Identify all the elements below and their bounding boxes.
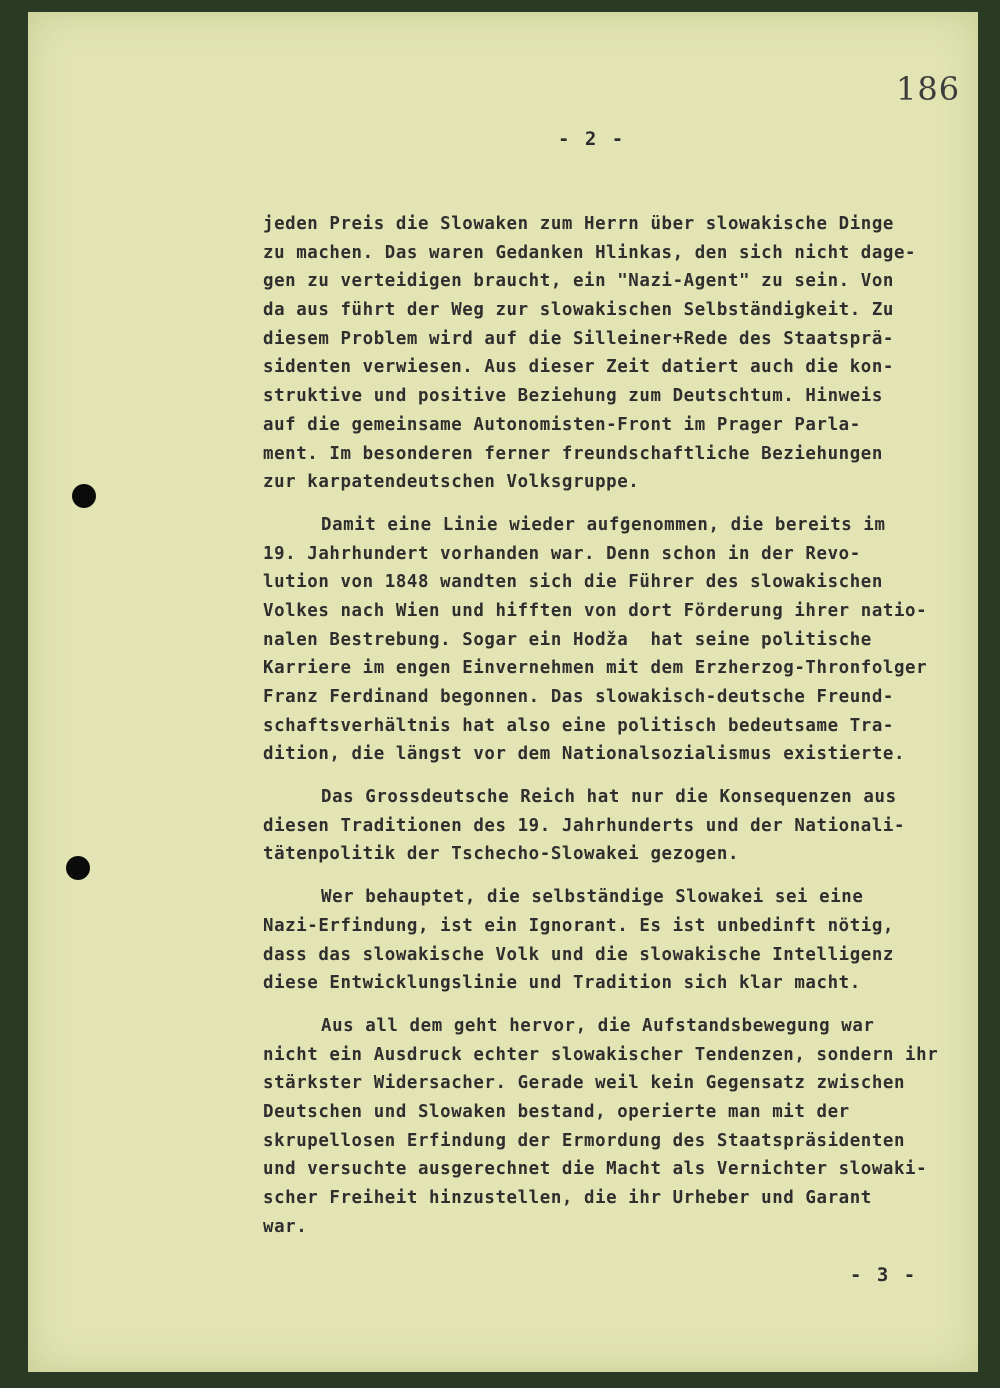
- folio-number: 186: [896, 70, 961, 108]
- paragraph-4: [263, 883, 993, 998]
- text-line: Deutschen und Slowaken bestand, operierte man mit der: [263, 1101, 850, 1122]
- text-line: Volkes nach Wien und hifften von dort Förderung ihrer natio-: [263, 600, 928, 621]
- next-page-marker: - 3 -: [850, 1264, 918, 1286]
- text-line: 19. Jahrhundert vorhanden war. Denn schon in der Revo-: [263, 543, 861, 564]
- text-line: Karriere im engen Einvernehmen mit dem Erzherzog-Thronfolger: [263, 658, 928, 679]
- text-line: jeden Preis die Slowaken zum Herrn über slowakische Dinge: [263, 214, 894, 234]
- text-line: da aus führt der Weg zur slowakischen Selbständigkeit. Zu: [263, 300, 894, 321]
- page-number: - 2 -: [558, 128, 626, 150]
- text-line: diesen Traditionen des 19. Jahrhunderts und der Nationali-: [263, 815, 906, 836]
- text-line: stärkster Widersacher. Gerade weil kein Gegensatz zwischen: [263, 1073, 906, 1094]
- text-line: skrupellosen Erfindung der Ermordung des Staatspräsidenten: [263, 1130, 906, 1151]
- punch-hole: [72, 484, 96, 508]
- text-line: und versuchte ausgerechnet die Macht als Vernichter slowaki-: [263, 1159, 928, 1180]
- text-line: tätenpolitik der Tschecho-Slowakei gezogen.: [263, 844, 740, 865]
- document-body: [263, 210, 993, 1255]
- paragraph-5: [263, 1012, 993, 1242]
- text-line: diesem Problem wird auf die Silleiner+Rede des Staatsprä-: [263, 328, 894, 349]
- text-line: ment. Im besonderen ferner freundschaftliche Beziehungen: [263, 443, 883, 464]
- text-line: scher Freiheit hinzustellen, die ihr Urheber und Garant: [263, 1188, 872, 1208]
- text-line: dition, die längst vor dem Nationalsozialismus existierte.: [263, 744, 906, 765]
- text-line: zu machen. Das waren Gedanken Hlinkas, den sich nicht dage-: [263, 242, 917, 263]
- text-line: Das Grossdeutsche Reich hat nur die Konsequenzen aus: [321, 787, 897, 808]
- text-line: dass das slowakische Volk und die slowakische Intelligenz: [263, 944, 894, 965]
- text-line: auf die gemeinsame Autonomisten-Front im Prager Parla-: [263, 414, 861, 435]
- text-line: diese Entwicklungslinie und Tradition sich klar macht.: [263, 973, 861, 994]
- text-line: gen zu verteidigen braucht, ein "Nazi-Agent" zu sein. Von: [263, 271, 894, 292]
- text-line: Nazi-Erfindung, ist ein Ignorant. Es ist unbedinft nötig,: [263, 915, 894, 936]
- text-line: Damit eine Linie wieder aufgenommen, die bereits im: [321, 514, 886, 535]
- text-line: Wer behauptet, die selbständige Slowakei sei eine: [321, 887, 864, 908]
- text-line: nicht ein Ausdruck echter slowakischer Tendenzen, sondern ihr: [263, 1044, 939, 1065]
- document-page: [28, 12, 978, 1372]
- text-line: war.: [263, 1216, 308, 1237]
- text-line: Franz Ferdinand begonnen. Das slowakisch-deutsche Freund-: [263, 687, 894, 707]
- paragraph-2: [263, 511, 993, 769]
- text-line: struktive und positive Beziehung zum Deutschtum. Hinweis: [263, 386, 883, 407]
- punch-hole: [66, 856, 90, 880]
- text-line: sidenten verwiesen. Aus dieser Zeit datiert auch die kon-: [263, 357, 894, 378]
- paragraph-1: [263, 210, 993, 497]
- text-line: nalen Bestrebung. Sogar ein Hodža hat seine politische: [263, 629, 872, 650]
- text-line: Aus all dem geht hervor, die Aufstandsbewegung war: [321, 1015, 875, 1036]
- text-line: schaftsverhältnis hat also eine politisch bedeutsame Tra-: [263, 715, 894, 736]
- text-line: lution von 1848 wandten sich die Führer des slowakischen: [263, 572, 883, 593]
- paragraph-3: [263, 783, 993, 869]
- text-line: zur karpatendeutschen Volksgruppe.: [263, 472, 640, 493]
